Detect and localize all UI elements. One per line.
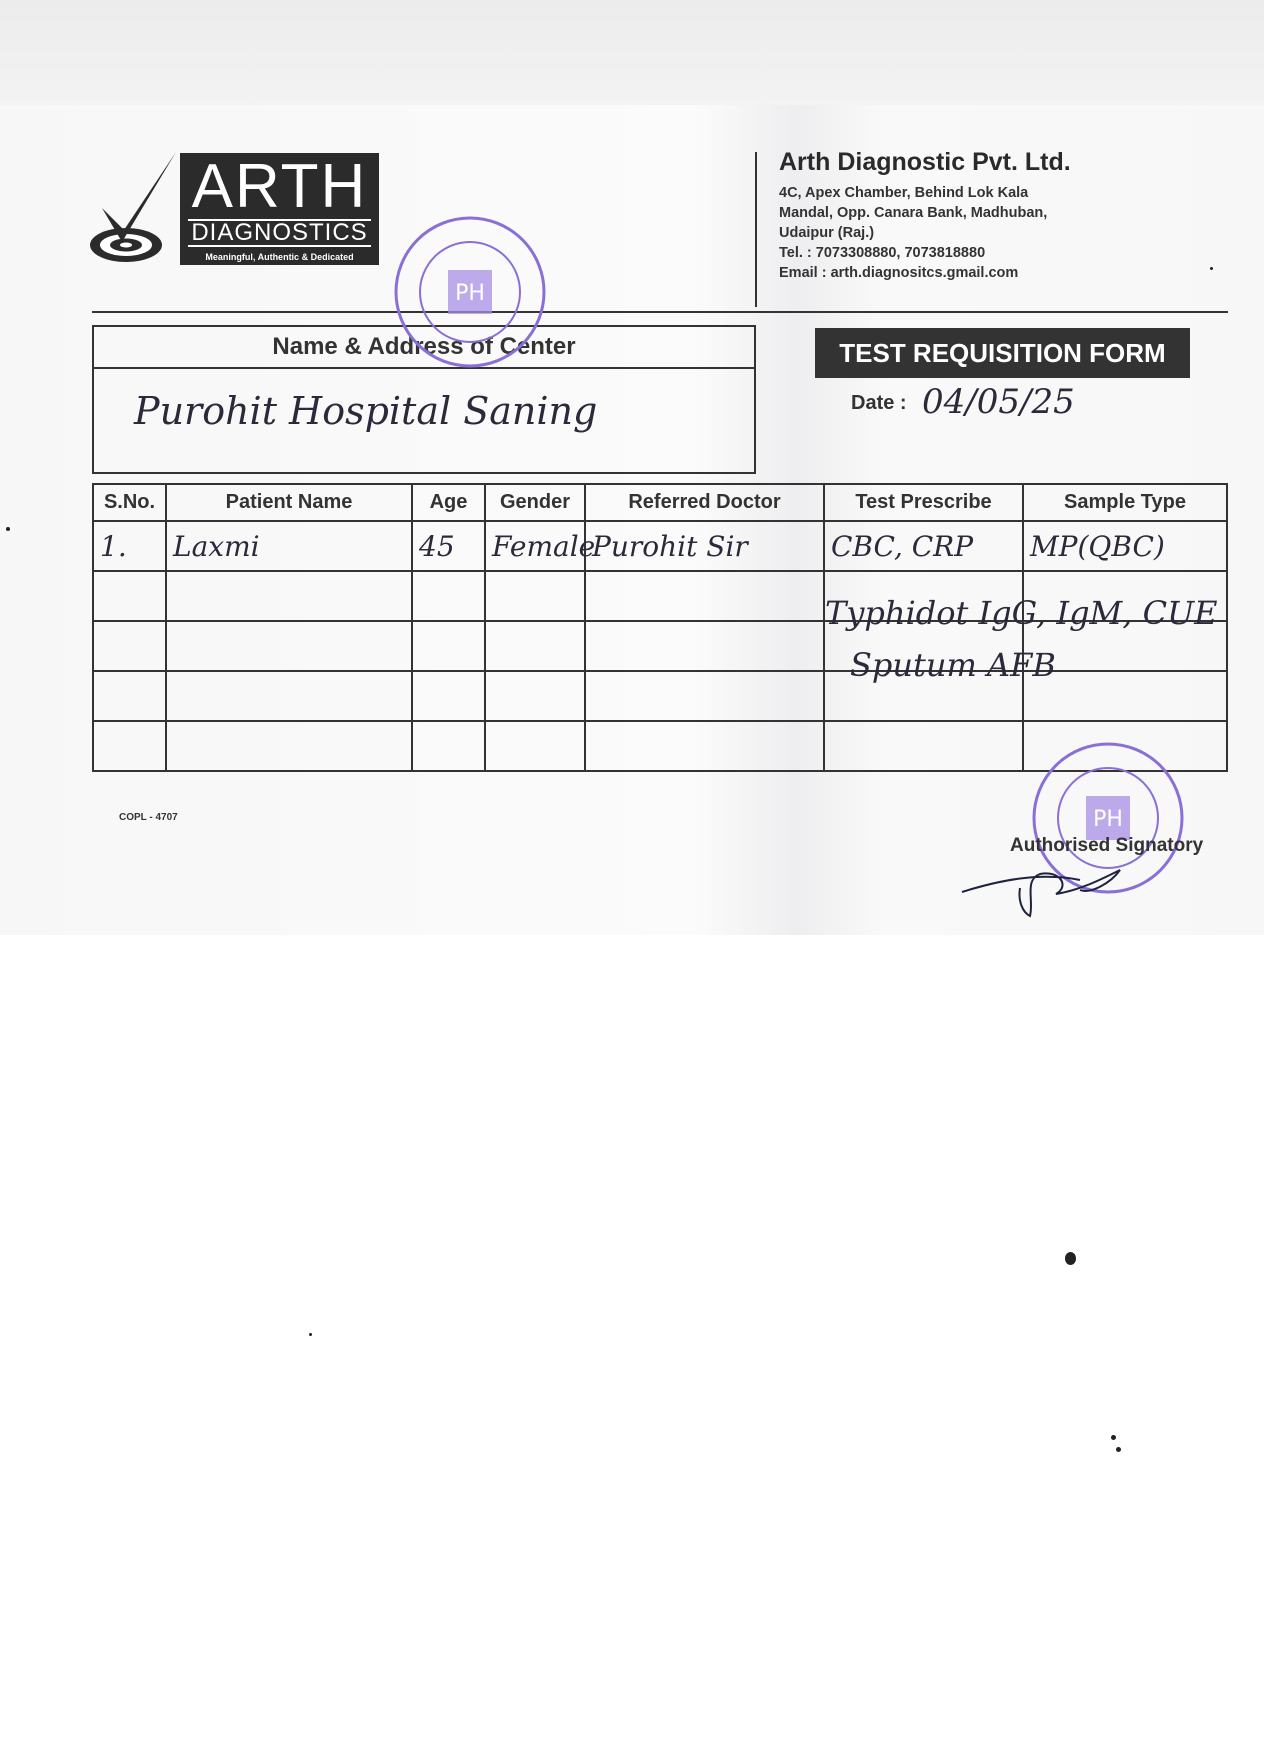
scan-speck (309, 1333, 312, 1336)
extra-test-line: Sputum AFB (850, 646, 1056, 684)
age-cell (412, 621, 485, 671)
doctor-cell (585, 721, 824, 771)
sno-cell (93, 571, 166, 621)
column-header: Patient Name (166, 484, 412, 521)
column-header: Referred Doctor (585, 484, 824, 521)
scan-speck (1210, 267, 1213, 270)
doctor-cell (585, 621, 824, 671)
column-header: Age (412, 484, 485, 521)
address-line: Udaipur (Raj.) (779, 225, 875, 241)
phone-line: Tel. : 7073308880, 7073818880 (779, 245, 986, 261)
center-value: Purohit Hospital Saning (134, 389, 598, 433)
logo-tagline: Meaningful, Authentic & Dedicated (205, 252, 354, 262)
sno-cell (93, 671, 166, 721)
signature-icon (960, 850, 1160, 920)
center-header: Name & Address of Center (94, 327, 754, 369)
header-divider (755, 152, 757, 307)
header-rule (92, 311, 1228, 313)
gender-cell (485, 571, 585, 621)
column-header: Gender (485, 484, 585, 521)
column-header: S.No. (93, 484, 166, 521)
form-title: TEST REQUISITION FORM (815, 328, 1190, 378)
logo-word: ARTH (191, 152, 368, 221)
test-cell (824, 721, 1023, 771)
logo-sub: DIAGNOSTICS (188, 219, 371, 247)
table-row (93, 521, 1227, 571)
doctor-cell: Purohit Sir (585, 521, 824, 571)
svg-text:PH: PH (1093, 807, 1123, 832)
table-row (93, 671, 1227, 721)
target-check-logo-icon (88, 150, 180, 270)
hospital-stamp-icon (390, 212, 550, 372)
sno-cell (93, 621, 166, 671)
table-header-row (93, 484, 1227, 521)
sno-cell (93, 721, 166, 771)
email-line: Email : arth.diagnositcs.gmail.com (779, 265, 1019, 281)
sno-cell: 1. (93, 521, 166, 571)
scan-top-strip (0, 0, 1264, 105)
age-cell (412, 671, 485, 721)
gender-cell (485, 721, 585, 771)
gender-cell (485, 621, 585, 671)
age-cell (412, 571, 485, 621)
scan-speck (6, 527, 10, 531)
gender-cell: Female (485, 521, 585, 571)
scan-speck (1111, 1435, 1116, 1440)
test-cell: CBC, CRP (824, 521, 1023, 571)
age-cell (412, 721, 485, 771)
column-header: Test Prescribe (824, 484, 1023, 521)
patient-name-cell (166, 571, 412, 621)
column-header: Sample Type (1023, 484, 1227, 521)
date-value: 04/05/25 (922, 382, 1075, 422)
patient-name-cell (166, 671, 412, 721)
signatory-label: Authorised Signatory (1010, 835, 1204, 856)
sample-cell: MP(QBC) (1023, 521, 1227, 571)
patient-name-cell (166, 721, 412, 771)
scan-speck (1065, 1252, 1076, 1265)
gender-cell (485, 671, 585, 721)
date-label: Date : (851, 392, 907, 414)
age-cell: 45 (412, 521, 485, 571)
address-line: 4C, Apex Chamber, Behind Lok Kala (779, 185, 1029, 201)
extra-test-line: Typhidot IgG, IgM, CUE (825, 594, 1218, 632)
patient-name-cell: Laxmi (166, 521, 412, 571)
company-name: Arth Diagnostic Pvt. Ltd. (779, 148, 1071, 176)
scan-speck (1116, 1447, 1121, 1452)
doctor-cell (585, 671, 824, 721)
patient-name-cell (166, 621, 412, 671)
company-logo (180, 153, 379, 265)
form-code: COPL - 4707 (119, 812, 178, 823)
svg-text:PH: PH (455, 281, 485, 306)
doctor-cell (585, 571, 824, 621)
address-line: Mandal, Opp. Canara Bank, Madhuban, (779, 205, 1048, 221)
